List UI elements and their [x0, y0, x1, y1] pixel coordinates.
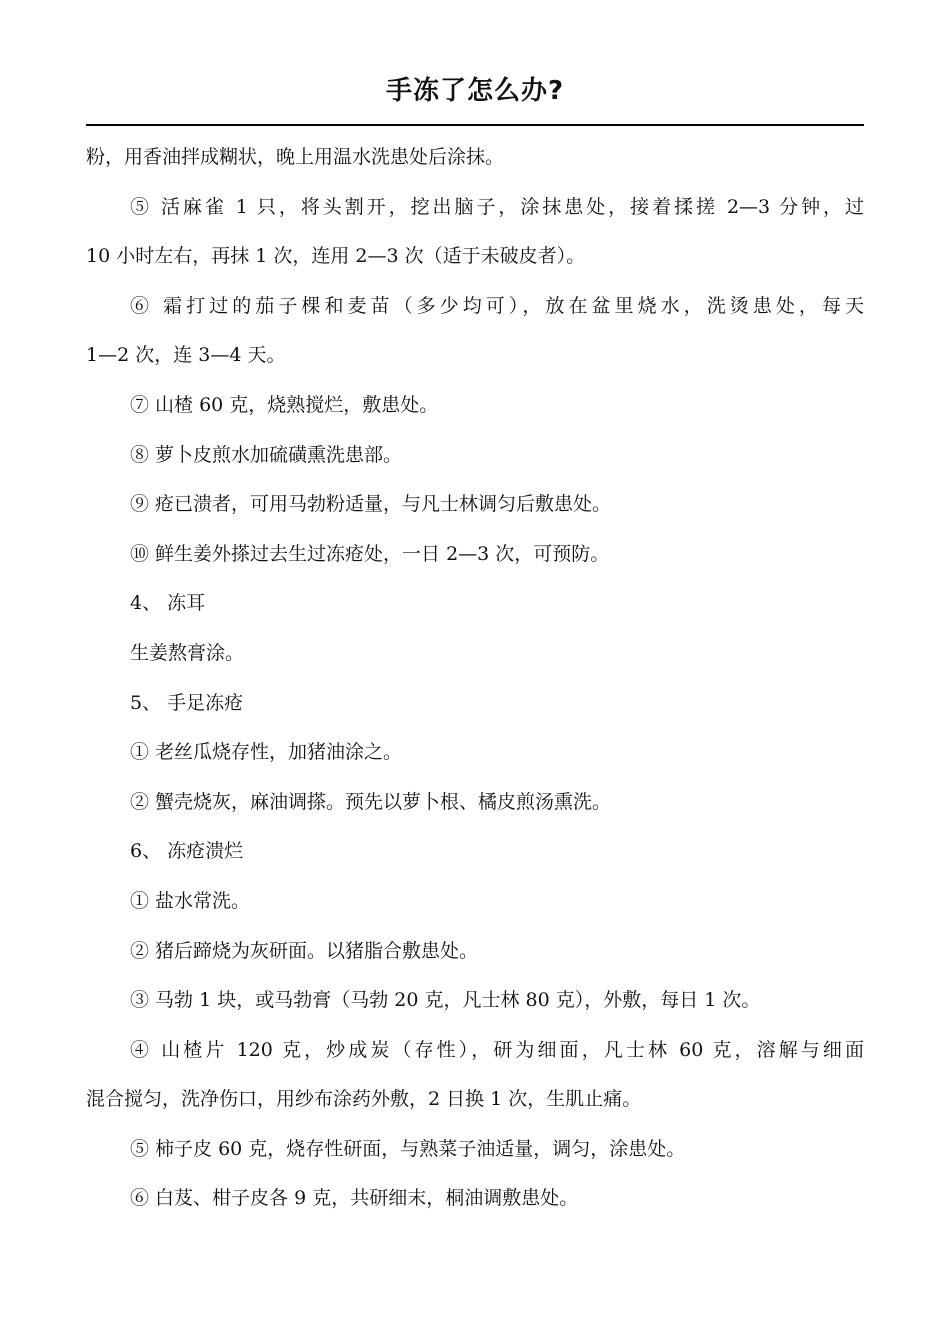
- text-line: ⑥ 霜打过的茄子棵和麦苗（多少均可），放在盆里烧水，洗烫患处，每天: [130, 294, 864, 317]
- text-line: ⑧ 萝卜皮煎水加硫磺熏洗患部。: [130, 443, 403, 466]
- text-line: 粉，用香油拌成糊状，晚上用温水洗患处后涂抹。: [86, 146, 505, 168]
- text-line: ⑨ 疮已溃者，可用马勃粉适量，与凡士林调匀后敷患处。: [130, 493, 612, 516]
- text-line: 10 小时左右，再抹 1 次，连用 2—3 次（适于未破皮者）。: [86, 245, 586, 268]
- page-title: 手冻了怎么办?: [385, 76, 565, 106]
- text-line: 1—2 次，连 3—4 天。: [86, 344, 286, 367]
- document-body: [86, 137, 864, 1228]
- text-line: 4、 冻耳: [130, 592, 206, 615]
- text-line: ⑤ 活麻雀 1 只，将头割开，挖出脑子，涂抹患处，接着揉搓 2—3 分钟，过: [130, 195, 864, 218]
- text-line: ① 老丝瓜烧存性，加猪油涂之。: [130, 741, 403, 764]
- title-divider: [86, 124, 864, 126]
- text-line: ⑩ 鲜生姜外搽过去生过冻疮处，一日 2—3 次，可预防。: [130, 542, 610, 565]
- text-line: 混合搅匀，洗净伤口，用纱布涂药外敷，2 日换 1 次，生肌止痛。: [86, 1088, 642, 1111]
- text-line: 5、 手足冻疮: [130, 691, 244, 714]
- text-line: ① 盐水常洗。: [130, 889, 251, 912]
- text-line: ② 猪后蹄烧为灰研面。以猪脂合敷患处。: [130, 939, 479, 962]
- text-line: 6、 冻疮溃烂: [130, 840, 244, 863]
- text-line: ⑦ 山楂 60 克，烧熟搅烂，敷患处。: [130, 393, 439, 416]
- text-line: 生姜熬膏涂。: [130, 641, 245, 664]
- text-line: ⑤ 柿子皮 60 克，烧存性研面，与熟菜子油适量，调匀，涂患处。: [130, 1137, 686, 1160]
- text-line: ⑥ 白芨、柑子皮各 9 克，共研细末，桐油调敷患处。: [130, 1187, 579, 1210]
- text-line: ③ 马勃 1 块，或马勃膏（马勃 20 克，凡士林 80 克），外敷，每日 1 次。: [130, 989, 761, 1012]
- text-line: ④ 山楂片 120 克，炒成炭（存性），研为细面，凡士林 60 克，溶解与细面: [130, 1038, 864, 1061]
- text-line: ② 蟹壳烧灰，麻油调搽。预先以萝卜根、橘皮煎汤熏洗。: [130, 790, 612, 813]
